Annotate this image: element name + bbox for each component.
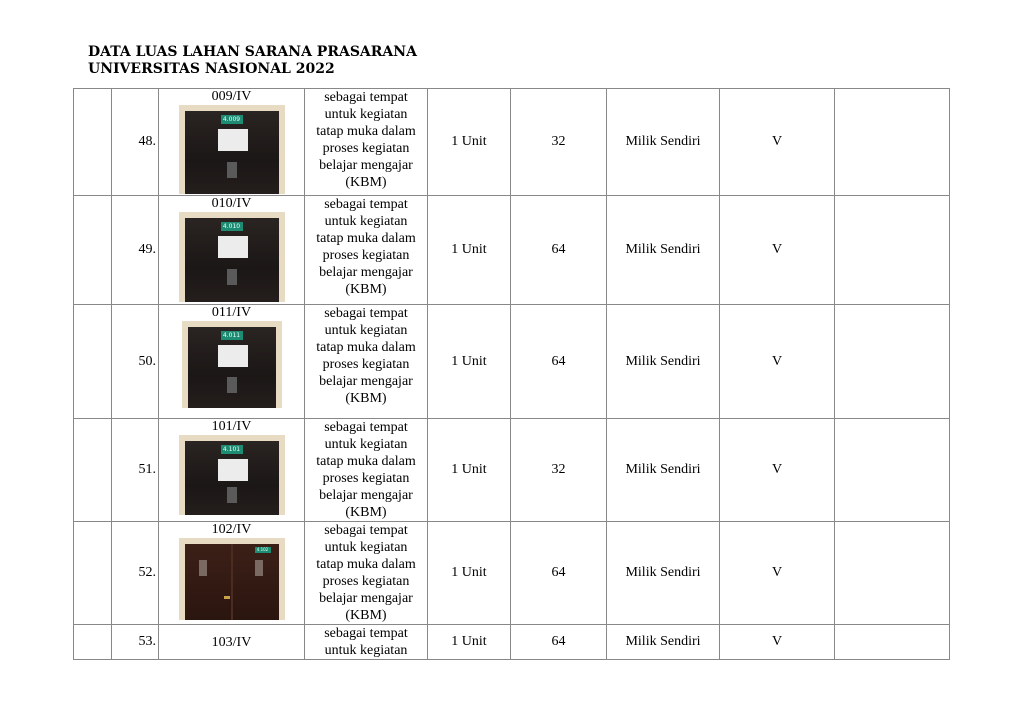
room-cell	[159, 305, 305, 419]
empty-cell	[835, 196, 950, 305]
quantity-cell: 1 Unit	[428, 305, 511, 419]
table-row	[74, 625, 950, 660]
row-number: 48.	[112, 89, 159, 196]
description-line: proses kegiatan	[322, 357, 410, 372]
description-line: sebagai tempat	[324, 90, 408, 105]
table-row	[74, 196, 950, 305]
quantity-cell: 1 Unit	[428, 89, 511, 196]
check-cell: V	[720, 89, 835, 196]
room-cell	[159, 625, 305, 660]
description-cell	[305, 89, 428, 196]
row-number: 53.	[112, 625, 159, 660]
description-cell	[305, 196, 428, 305]
facility-table	[73, 88, 950, 660]
room-sign-plate: 4.101	[221, 445, 243, 454]
description-cell	[305, 625, 428, 660]
description-line: belajar mengajar	[319, 265, 413, 280]
description-line: tatap muka dalam	[316, 454, 416, 469]
room-sign-plate: 4.010	[221, 222, 243, 231]
table-row	[74, 522, 950, 625]
description-line: untuk kegiatan	[324, 323, 408, 338]
description-cell	[305, 419, 428, 522]
empty-cell	[835, 522, 950, 625]
description-line: belajar mengajar	[319, 374, 413, 389]
quantity-cell: 1 Unit	[428, 625, 511, 660]
description-line: tatap muka dalam	[316, 124, 416, 139]
room-code: 101/IV	[211, 419, 252, 434]
description-line: untuk kegiatan	[324, 437, 408, 452]
quantity-cell: 1 Unit	[428, 522, 511, 625]
description-line: belajar mengajar	[319, 488, 413, 503]
table-row	[74, 419, 950, 522]
description-line: belajar mengajar	[319, 158, 413, 173]
empty-cell	[74, 522, 112, 625]
room-code: 103/IV	[211, 634, 252, 650]
description-line: untuk kegiatan	[324, 214, 408, 229]
description-line: belajar mengajar	[319, 591, 413, 606]
document-title	[88, 44, 417, 78]
ownership-cell: Milik Sendiri	[607, 89, 720, 196]
empty-cell	[74, 419, 112, 522]
empty-cell	[74, 89, 112, 196]
description-line: tatap muka dalam	[316, 231, 416, 246]
room-sign-plate: 4.009	[221, 115, 243, 124]
row-number: 51.	[112, 419, 159, 522]
description-line: sebagai tempat	[324, 306, 408, 321]
room-code: 102/IV	[211, 522, 252, 537]
row-number: 49.	[112, 196, 159, 305]
empty-cell	[835, 305, 950, 419]
description-line: proses kegiatan	[322, 248, 410, 263]
table-row	[74, 89, 950, 196]
door-photo	[179, 105, 285, 194]
ownership-cell: Milik Sendiri	[607, 625, 720, 660]
room-code: 010/IV	[211, 196, 252, 211]
description-line: (KBM)	[345, 391, 387, 406]
room-cell	[159, 419, 305, 522]
description-line: sebagai tempat	[324, 420, 408, 435]
area-cell: 64	[511, 305, 607, 419]
title-line-2: UNIVERSITAS NASIONAL 2022	[88, 61, 335, 77]
description-line: tatap muka dalam	[316, 340, 416, 355]
title-line-1: DATA LUAS LAHAN SARANA PRASARANA	[88, 44, 417, 60]
description-line: sebagai tempat	[324, 197, 408, 212]
description-cell	[305, 305, 428, 419]
room-sign-plate: 4.102	[255, 547, 271, 553]
check-cell: V	[720, 196, 835, 305]
empty-cell	[835, 625, 950, 660]
check-cell: V	[720, 522, 835, 625]
description-cell	[305, 522, 428, 625]
description-line: (KBM)	[345, 282, 387, 297]
table-row	[74, 305, 950, 419]
double-door-photo	[179, 538, 285, 620]
description-line: (KBM)	[345, 505, 387, 520]
row-number: 52.	[112, 522, 159, 625]
ownership-cell: Milik Sendiri	[607, 522, 720, 625]
room-sign-plate: 4.011	[221, 331, 243, 340]
empty-cell	[74, 305, 112, 419]
description-line: proses kegiatan	[322, 141, 410, 156]
empty-cell	[835, 89, 950, 196]
empty-cell	[74, 196, 112, 305]
empty-cell	[835, 419, 950, 522]
ownership-cell: Milik Sendiri	[607, 419, 720, 522]
check-cell: V	[720, 419, 835, 522]
area-cell: 64	[511, 522, 607, 625]
room-code: 011/IV	[211, 305, 252, 320]
quantity-cell: 1 Unit	[428, 196, 511, 305]
description-line: (KBM)	[345, 175, 387, 190]
check-cell: V	[720, 625, 835, 660]
room-code: 009/IV	[211, 89, 252, 104]
area-cell: 32	[511, 419, 607, 522]
description-line: untuk kegiatan	[324, 643, 408, 658]
ownership-cell: Milik Sendiri	[607, 196, 720, 305]
quantity-cell: 1 Unit	[428, 419, 511, 522]
empty-cell	[74, 625, 112, 660]
door-photo	[182, 321, 282, 408]
description-line: untuk kegiatan	[324, 540, 408, 555]
description-line: sebagai tempat	[324, 626, 408, 641]
room-cell	[159, 522, 305, 625]
row-number: 50.	[112, 305, 159, 419]
area-cell: 64	[511, 625, 607, 660]
room-cell	[159, 196, 305, 305]
description-line: untuk kegiatan	[324, 107, 408, 122]
description-line: proses kegiatan	[322, 471, 410, 486]
description-line: sebagai tempat	[324, 523, 408, 538]
door-photo	[179, 212, 285, 302]
area-cell: 64	[511, 196, 607, 305]
area-cell: 32	[511, 89, 607, 196]
door-photo	[179, 435, 285, 515]
description-line: (KBM)	[345, 608, 387, 623]
check-cell: V	[720, 305, 835, 419]
ownership-cell: Milik Sendiri	[607, 305, 720, 419]
room-cell	[159, 89, 305, 196]
description-line: tatap muka dalam	[316, 557, 416, 572]
description-line: proses kegiatan	[322, 574, 410, 589]
